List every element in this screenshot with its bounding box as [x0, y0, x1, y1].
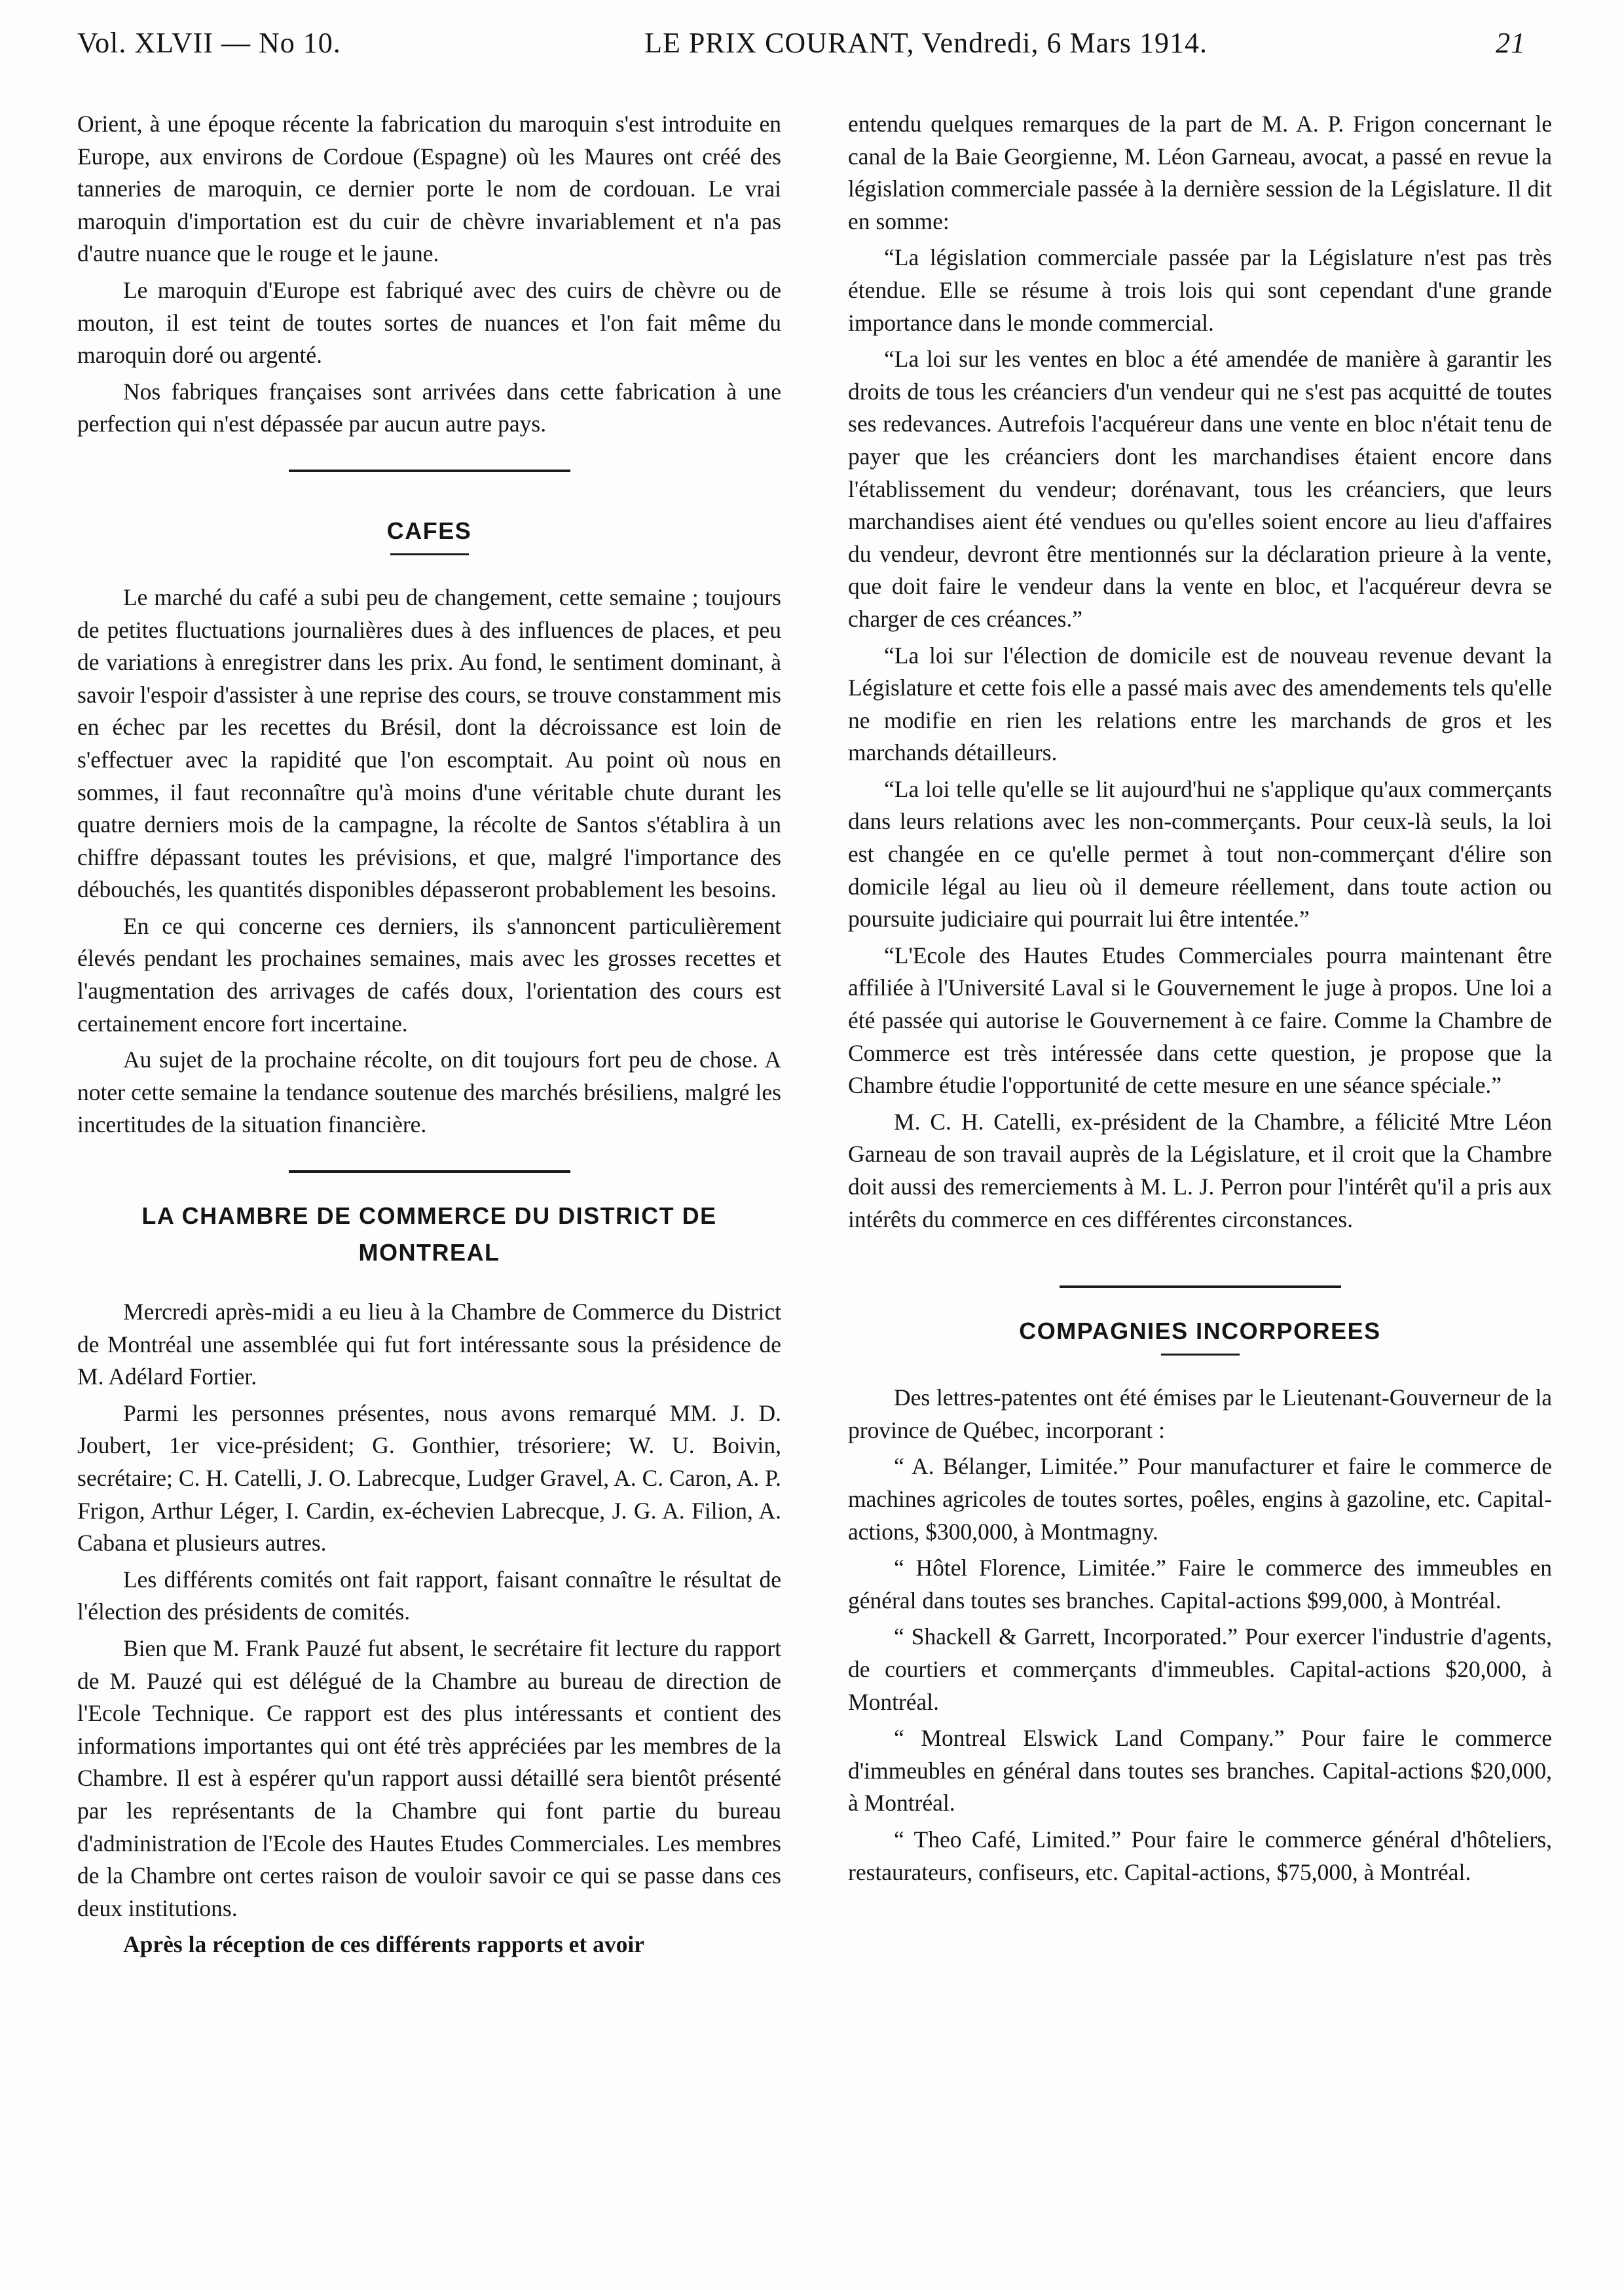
- intro-paragraph: Le maroquin d'Europe est fabriqué avec des cuirs de chèvre ou de mouton, il est teint de toutes sortes de nuances et l'on fait même du maroquin doré ou argenté.: [77, 276, 781, 369]
- chambre-paragraph: Bien que M. Frank Pauzé fut absent, le secrétaire fit lecture du rapport de M. Pauzé qui est délégué de la Chambre au bureau de direction de l'Ecole Technique. Ce rapport est des plus intéressants et contient des informations importantes qui ont été très appréciées par les membres de la Chambre. Il est à espérer qu'un rapport aussi détaillé sera bientôt présenté par les représentants de la Chambre qui font partie du bureau d'administration de l'Ecole des Hautes Etudes Commerciales. Les membres de la Chambre ont certes raison de vouloir savoir ce qui se passe dans ces deux institutions.: [77, 1634, 781, 1921]
- quote-paragraph: “La loi sur l'élection de domicile est de nouveau revenue devant la Législature et cette fois elle a passé mais avec des amendements tels qu'elle ne modifie en rien les relations entre les marchands de gros et les marchands détailleurs.: [848, 642, 1552, 766]
- section-title-cafes: CAFES: [386, 517, 472, 544]
- catelli-paragraph: M. C. H. Catelli, ex-président de la Chambre, a félicité Mtre Léon Garneau de son travail auprès de la Législature, et il croit que la Chambre doit aussi des remerciements à M. L. J. Perron pour l'intérêt qu'il a pris aux intérêts du commerce en ces différentes circonstances.: [848, 1108, 1552, 1232]
- quote-paragraph: “La loi sur les ventes en bloc a été amendée de manière à garantir les droits de tous les créanciers d'un vendeur qui ne s'est pas acquitté de toutes ses redevances. Autrefois l'acquéreur dans une vente en bloc n'était tenu de payer que les créanciers dont les marchandises étaient encore dans l'établissement du vendeur; dorénavant, tous les créanciers, que leurs marchandises aient été vendues ou qu'elles soient encore au lieu d'affaires du vendeur, devront être mentionnés sur la déclaration prieure à la vente, que doit faire le vendeur dans la vente en bloc, et l'acquéreur devra se charger de ces créances.”: [848, 346, 1552, 632]
- quote-paragraph: “La loi telle qu'elle se lit aujourd'hui ne s'applique qu'aux commerçants dans leurs relations avec les non-commerçants. Pour ceux-là seuls, la loi est changée en ce qu'elle permet à tout non-commerçant d'élire son domicile légal au lieu où il demeure réellement, dans toute action ou poursuite judiciaire qui pourrait lui être intentée.”: [848, 775, 1552, 933]
- title-underline: [1161, 1354, 1240, 1356]
- chambre-paragraph: Parmi les personnes présentes, nous avons remarqué MM. J. D. Joubert, 1er vice-président; G. Gonthier, trésoriere; W. U. Boivin, secrétaire; C. H. Catelli, J. O. Labrecque, Ludger Gravel, A. C. Caron, A. P. Frigon, Arthur Léger, I. Cardin, ex-échevien Labrecque, J. G. A. Filion, A. Cabana et plusieurs autres.: [77, 1399, 781, 1557]
- chambre-paragraph: Les différents comités ont fait rapport, faisant connaître le résultat de l'élection des présidents de comités.: [77, 1566, 781, 1625]
- chambre-continuation-paragraph: entendu quelques remarques de la part de M. A. P. Frigon concernant le canal de la Baie Georgienne, M. Léon Garneau, avocat, a passé en revue la législation commerciale passée à la dernière session de la Législature. Il dit en somme:: [848, 111, 1552, 234]
- compagnies-paragraph: Des lettres-patentes ont été émises par le Lieutenant-Gouverneur de la province de Québec, incorporant :: [848, 1384, 1552, 1443]
- page-header: [77, 26, 1526, 72]
- compagnies-paragraph: “ Shackell & Garrett, Incorporated.” Pour exercer l'industrie d'agents, de courtiers et commerçants d'immeubles. Capital-actions $20,000, à Montréal.: [848, 1623, 1552, 1715]
- cafes-paragraph: Au sujet de la prochaine récolte, on dit toujours fort peu de chose. A noter cette semaine la tendance soutenue des marchés brésiliens, malgré les incertitudes de la situation financière.: [77, 1046, 781, 1138]
- cafes-paragraph: En ce qui concerne ces derniers, ils s'annoncent particulièrement élevés pendant les prochaines semaines, mais avec les grosses recettes et l'augmentation des arrivages de cafés doux, l'orientation des cours est certainement encore fort incertaine.: [77, 912, 781, 1037]
- title-underline: [390, 553, 469, 555]
- section-title-compagnies: COMPAGNIES INCORPOREES: [1019, 1318, 1381, 1345]
- section-title-chambre: LA CHAMBRE DE COMMERCE DU DISTRICT DE MONTREAL: [141, 1202, 717, 1266]
- volume-number: Vol. XLVII — No 10.: [77, 27, 341, 59]
- left-column: [77, 108, 781, 1965]
- page-number: 21: [1496, 27, 1526, 59]
- journal-title: LE PRIX COURANT, Vendredi, 6 Mars 1914.: [644, 27, 1208, 59]
- compagnies-paragraph: “ Theo Café, Limited.” Pour faire le commerce général d'hôteliers, restaurateurs, confiseurs, etc. Capital-actions, $75,000, à Montréal.: [848, 1826, 1552, 1885]
- quote-paragraph: “La législation commerciale passée par la Législature n'est pas très étendue. Elle se résume à trois lois qui sont cependant d'une grande importance dans le monde commercial.: [848, 244, 1552, 336]
- quote-paragraph: “L'Ecole des Hautes Etudes Commerciales pourra maintenant être affiliée à l'Université Laval si le Gouvernement le juge à propos. Une loi a été passée qui autorise le Gouvernement à ce faire. Comme la Chambre de Commerce est très intéressée dans cette question, je propose que la Chambre étudie l'opportunité de cette mesure en une séance spéciale.”: [848, 942, 1552, 1099]
- intro-paragraph: Orient, à une époque récente la fabrication du maroquin s'est introduite en Europe, aux environs de Cordoue (Espagne) où les Maures ont créé des tanneries de maroquin, ce dernier porte le nom de cordouan. Le vrai maroquin d'importation est du cuir de chèvre invariablement et n'a pas d'autre nuance que le rouge et le jaune.: [77, 111, 781, 267]
- right-column: [848, 108, 1552, 1893]
- cafes-paragraph: Le marché du café a subi peu de changement, cette semaine ; toujours de petites fluctuations journalières dues à des influences de places, et peu de variations à enregistrer dans les prix. Au fond, le sentiment dominant, à savoir l'espoir d'assister à une reprise des cours, se trouve constamment mis en échec par les recettes du Brésil, dont la décroissance est loin de s'effectuer avec la rapidité que l'on escomptait. Au point où nous en sommes, il faut reconnaître qu'à moins d'une véritable chute durant les quatre derniers mois de la campagne, la récolte de Santos s'établira à un chiffre dépassant toutes les prévisions, et que, malgré l'importance des débouchés, les quantités disponibles dépasseront probablement les besoins.: [77, 583, 781, 903]
- compagnies-paragraph: “ Montreal Elswick Land Company.” Pour faire le commerce d'immeubles en général dans toutes ses branches. Capital-actions $20,000, à Montréal.: [848, 1725, 1552, 1817]
- compagnies-paragraph: “ A. Bélanger, Limitée.” Pour manufacturer et faire le commerce de machines agricoles de toutes sortes, poêles, engins à gazoline, etc. Capital-actions, $300,000, à Montmagny.: [848, 1453, 1552, 1545]
- intro-paragraph: Nos fabriques françaises sont arrivées dans cette fabrication à une perfection qui n'est dépassée par aucun autre pays.: [77, 378, 781, 437]
- chambre-paragraph: Après la réception de ces différents rapports et avoir: [123, 1931, 644, 1958]
- chambre-paragraph: Mercredi après-midi a eu lieu à la Chambre de Commerce du District de Montréal une assemblée qui fut fort intéressante sous la présidence de M. Adélard Fortier.: [77, 1299, 781, 1390]
- compagnies-paragraph: “ Hôtel Florence, Limitée.” Faire le commerce des immeubles en général dans toutes ses branches. Capital-actions $99,000, à Montréal.: [848, 1555, 1552, 1614]
